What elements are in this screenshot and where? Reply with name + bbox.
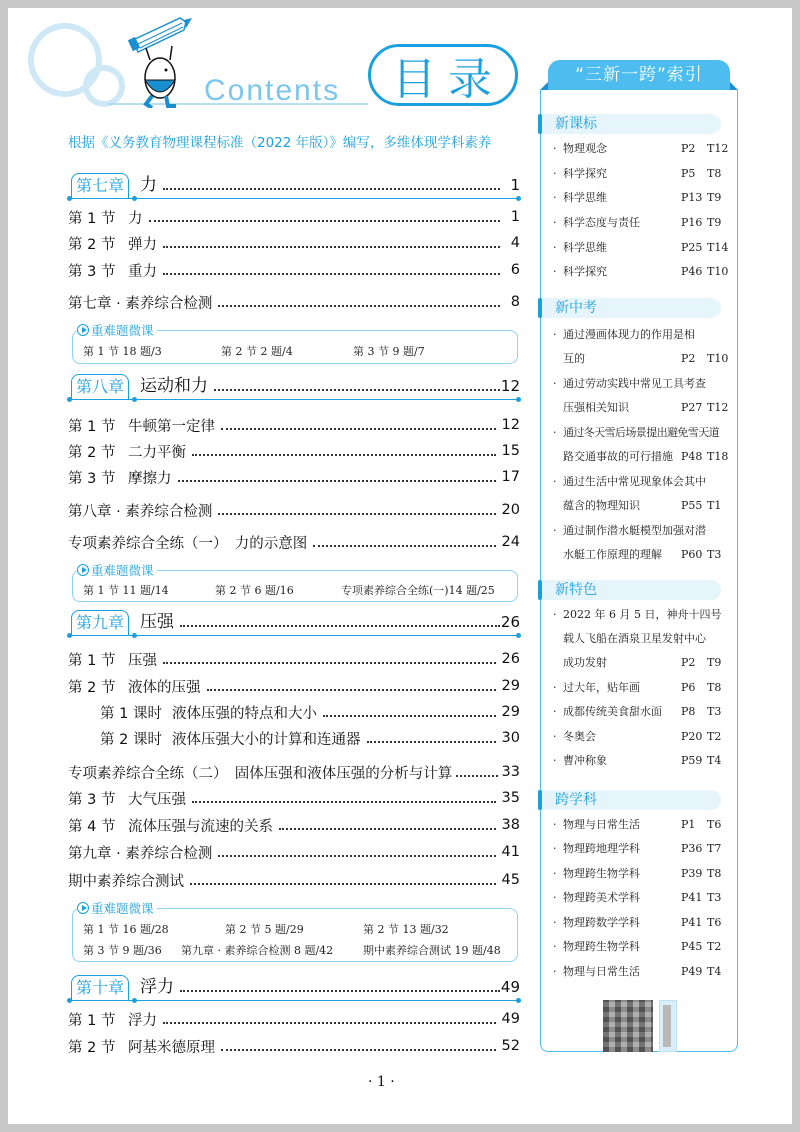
- section-title: 压强: [128, 652, 157, 669]
- question-ref: T12: [707, 142, 729, 155]
- section-title: 弹力: [128, 236, 157, 253]
- toc-row[interactable]: [68, 761, 520, 783]
- toc-row[interactable]: [68, 440, 520, 462]
- toc-row[interactable]: [100, 727, 520, 749]
- dot-leader: [163, 273, 500, 275]
- chapter-rule: [68, 1000, 520, 1001]
- index-item-text: 冬奥会: [563, 730, 596, 743]
- index-item[interactable]: · 通过冬天雪后场景提出避免雪天道: [553, 426, 719, 439]
- dot-leader: [149, 220, 501, 222]
- question-ref: T8: [707, 681, 722, 694]
- index-item[interactable]: · 物理观念 P2 T12: [553, 140, 729, 158]
- micro-lesson-label: 重难题微课: [91, 323, 154, 338]
- question-ref: T6: [707, 916, 722, 929]
- index-item-text: 物理跨数学学科: [563, 916, 640, 929]
- dot-leader: [367, 741, 496, 743]
- page-ref: P6: [681, 681, 696, 694]
- page-number: 8: [510, 294, 520, 310]
- index-item[interactable]: · 通过生活中常见现象体会其中: [553, 475, 706, 488]
- question-ref: T6: [707, 818, 722, 831]
- index-item-continued[interactable]: [563, 497, 729, 515]
- question-ref: T1: [707, 499, 722, 512]
- section-title: 专项素养综合全练（一） 力的示意图: [68, 535, 308, 552]
- section-title: 牛顿第一定律: [128, 418, 215, 435]
- question-ref: T4: [707, 754, 722, 767]
- page-ref: P45: [681, 940, 703, 953]
- section-title: 大气压强: [128, 791, 186, 808]
- index-item-text: 科学思维: [563, 191, 607, 204]
- index-item[interactable]: · 过大年，贴年画 P6 T8: [553, 679, 729, 697]
- index-item-text: 物理观念: [563, 142, 607, 155]
- page-ref: P36: [681, 842, 703, 855]
- page-ref: P46: [681, 265, 703, 278]
- section-title: 摩擦力: [128, 470, 172, 487]
- page: [8, 8, 792, 1124]
- chapter-heading[interactable]: [68, 171, 520, 201]
- lesson-title: 液体压强大小的计算和连通器: [172, 731, 361, 748]
- index-item[interactable]: · 通过劳动实践中常见工具考查: [553, 377, 706, 390]
- page-number: 4: [510, 235, 520, 251]
- section-title: 第九章 · 素养综合检测: [68, 845, 213, 862]
- section-number: 第 1 节: [68, 418, 116, 435]
- page-number: 6: [510, 262, 520, 278]
- section-title: 第七章 · 素养综合检测: [68, 295, 213, 312]
- page-ref: P27: [681, 401, 703, 414]
- index-item[interactable]: · 科学态度与责任 P16 T9: [553, 214, 729, 232]
- page-number: 30: [501, 730, 520, 746]
- page-ref: P55: [681, 499, 703, 512]
- page-number: 17: [501, 469, 520, 485]
- chapter-heading[interactable]: [68, 973, 520, 1003]
- lesson-number: 第 2 课时: [100, 731, 162, 748]
- index-item-text: 通过劳动实践中常见工具考查: [563, 377, 706, 390]
- toc-row[interactable]: [68, 675, 520, 697]
- micro-lesson-tag: [77, 899, 157, 917]
- page-ref: P8: [681, 705, 696, 718]
- toc-row[interactable]: [68, 1035, 520, 1057]
- question-ref: T3: [707, 705, 722, 718]
- index-item-text: 载人飞船在酒泉卫星发射中心: [563, 632, 706, 645]
- index-item-text: 物理与日常生活: [563, 965, 640, 978]
- ribbon-fold-left: [540, 82, 548, 90]
- index-item[interactable]: · 科学思维 P13 T9: [553, 189, 729, 207]
- question-ref: T4: [707, 965, 722, 978]
- index-item[interactable]: · 物理跨生物学科 P45 T2: [553, 938, 729, 956]
- lesson-number: 第 1 课时: [100, 705, 162, 722]
- page-ref: P16: [681, 216, 703, 229]
- section-heading-new-curriculum: 新课标: [541, 114, 721, 134]
- dot-leader: [163, 188, 500, 190]
- toc-row[interactable]: [68, 869, 520, 891]
- page-number: 1: [510, 209, 520, 225]
- page-number: 49: [500, 978, 520, 996]
- page-number: 29: [501, 704, 520, 720]
- micro-lesson-item[interactable]: 第 2 节 2 题/4: [221, 345, 293, 358]
- chapter-tab: 第十章: [71, 975, 129, 1000]
- dot-leader: [221, 1049, 496, 1051]
- index-item-text: 物理跨美术学科: [563, 891, 640, 904]
- index-item-text: 科学探究: [563, 167, 607, 180]
- index-item[interactable]: · 冬奥会 P20 T2: [553, 728, 729, 746]
- index-item-continued[interactable]: [563, 448, 729, 466]
- toc-row[interactable]: [68, 259, 520, 281]
- qr-caption-strip: [659, 1000, 677, 1052]
- chapter-tab: 第八章: [71, 374, 129, 399]
- question-ref: T3: [707, 548, 722, 561]
- question-ref: T2: [707, 730, 722, 743]
- index-item-continued[interactable]: [563, 399, 729, 417]
- index-item[interactable]: · 科学探究 P5 T8: [553, 165, 729, 183]
- page-ref: P59: [681, 754, 703, 767]
- micro-lesson-item[interactable]: 第 1 节 11 题/14: [83, 584, 169, 597]
- micro-lesson-tag: [77, 321, 157, 339]
- dot-leader: [214, 389, 500, 391]
- section-number: 第 1 节: [68, 652, 116, 669]
- page-ref: P41: [681, 891, 703, 904]
- index-item-text: 通过制作潜水艇模型加强对潜: [563, 524, 706, 537]
- page-ref: P2: [681, 656, 696, 669]
- page-ref: P48: [681, 450, 703, 463]
- index-item-continued[interactable]: [563, 630, 729, 648]
- contents-wordmark: Contents: [204, 74, 341, 107]
- dot-leader: [218, 513, 495, 515]
- index-item-text: 科学态度与责任: [563, 216, 640, 229]
- toc-row[interactable]: [68, 841, 520, 863]
- section-title: 力: [128, 210, 143, 227]
- question-ref: T9: [707, 216, 722, 229]
- index-item-text: 水艇工作原理的理解: [563, 548, 662, 561]
- toc-row[interactable]: [68, 787, 520, 809]
- section-number: 第 2 节: [68, 444, 116, 461]
- section-title: 重力: [128, 263, 157, 280]
- page-number: 41: [501, 844, 520, 860]
- page-number: 35: [501, 790, 520, 806]
- toc-row[interactable]: [68, 232, 520, 254]
- index-item[interactable]: · 通过漫画体现力的作用是相: [553, 328, 695, 341]
- micro-lesson-item[interactable]: 第 1 节 18 题/3: [83, 345, 162, 358]
- play-icon: [77, 324, 89, 336]
- question-ref: T8: [707, 867, 722, 880]
- page-number: 52: [501, 1038, 520, 1054]
- micro-lesson-item[interactable]: 第 3 节 9 题/7: [353, 345, 425, 358]
- index-item[interactable]: · 通过制作潜水艇模型加强对潜: [553, 524, 706, 537]
- index-item-continued[interactable]: [563, 546, 729, 564]
- index-item[interactable]: · 科学探究 P46 T10: [553, 263, 729, 281]
- toc-row[interactable]: [68, 1008, 520, 1030]
- index-item-text: 互的: [563, 352, 585, 365]
- page-ref: P49: [681, 965, 703, 978]
- subtitle: 根据《义务教育物理课程标准（2022 年版）》编写，多维体现学科素养: [68, 135, 492, 151]
- deco-circle-small: [86, 68, 122, 104]
- dot-leader: [207, 689, 496, 691]
- page-ref: P13: [681, 191, 703, 204]
- section-number: 第 2 节: [68, 1039, 116, 1056]
- section-title: 第八章 · 素养综合检测: [68, 503, 213, 520]
- dot-leader: [218, 305, 500, 307]
- micro-lesson-label: 重难题微课: [91, 901, 154, 916]
- page-number: 24: [501, 534, 520, 550]
- chapter-rule: [68, 399, 520, 400]
- page-ref: P20: [681, 730, 703, 743]
- toc-row[interactable]: [68, 648, 520, 670]
- question-ref: T7: [707, 842, 722, 855]
- index-item-text: 压强相关知识: [563, 401, 629, 414]
- dot-leader: [163, 246, 500, 248]
- question-ref: T9: [707, 191, 722, 204]
- section-number: 第 4 节: [68, 818, 116, 835]
- index-item[interactable]: · 物理与日常生活 P1 T6: [553, 816, 729, 834]
- chapter-heading[interactable]: [68, 372, 520, 402]
- index-item-text: 路交通事故的可行措施: [563, 450, 673, 463]
- chapter-tab: 第七章: [71, 173, 129, 198]
- question-ref: T14: [707, 241, 729, 254]
- chapter-title: 压强: [140, 610, 178, 634]
- micro-lesson-item[interactable]: 第 2 节 6 题/16: [215, 584, 294, 597]
- dot-leader: [279, 828, 496, 830]
- index-item-text: 物理跨生物学科: [563, 940, 640, 953]
- dot-leader: [192, 801, 496, 803]
- question-ref: T3: [707, 891, 722, 904]
- section-number: 第 1 节: [68, 210, 116, 227]
- toc-row[interactable]: [100, 701, 520, 723]
- section-title: 阿基米德原理: [128, 1039, 215, 1056]
- section-number: 第 2 节: [68, 236, 116, 253]
- index-item-text: 成都传统美食甜水面: [563, 705, 662, 718]
- page-number: 12: [500, 377, 520, 395]
- sidebar-title: “三新一跨”索引: [548, 60, 730, 90]
- dot-leader: [163, 1022, 496, 1024]
- index-item-text: 曹冲称象: [563, 754, 607, 767]
- micro-lesson-item[interactable]: 第 2 节 5 题/29: [225, 923, 304, 936]
- toc-row[interactable]: [68, 531, 520, 553]
- mascot-icon: [128, 18, 192, 108]
- chapter-rule: [68, 198, 520, 199]
- index-item[interactable]: · 科学思维 P25 T14: [553, 239, 729, 257]
- section-heading-interdisciplinary: 跨学科: [541, 790, 721, 810]
- index-item-text: 2022 年 6 月 5 日，神舟十四号: [563, 608, 722, 621]
- page-number: 12: [501, 417, 520, 433]
- page-number: 20: [501, 502, 520, 518]
- ribbon-fold-right: [730, 82, 738, 90]
- play-icon: [77, 564, 89, 576]
- page-number: 49: [501, 1011, 520, 1027]
- page-ref: P1: [681, 818, 696, 831]
- qr-code-icon[interactable]: [603, 1000, 653, 1052]
- section-number: 第 2 节: [68, 679, 116, 696]
- section-title: 期中素养综合测试: [68, 873, 184, 890]
- index-item[interactable]: · 物理跨数学学科 P41 T6: [553, 914, 729, 932]
- chapter-heading[interactable]: [68, 608, 520, 638]
- lesson-title: 液体压强的特点和大小: [172, 705, 317, 722]
- index-item-text: 通过生活中常见现象体会其中: [563, 475, 706, 488]
- page-number: 45: [501, 872, 520, 888]
- index-item[interactable]: · 成都传统美食甜水面 P8 T3: [553, 703, 729, 721]
- page-number: 33: [501, 764, 520, 780]
- dot-leader: [221, 428, 496, 430]
- page-ref: P2: [681, 352, 696, 365]
- index-item-text: 科学思维: [563, 241, 607, 254]
- dot-leader: [313, 545, 495, 547]
- index-item-text: 物理跨生物学科: [563, 867, 640, 880]
- section-number: 第 3 节: [68, 263, 116, 280]
- question-ref: T2: [707, 940, 722, 953]
- index-item-continued[interactable]: [563, 654, 729, 672]
- chapter-title: 运动和力: [140, 374, 212, 398]
- question-ref: T10: [707, 265, 729, 278]
- page-ref: P5: [681, 167, 696, 180]
- question-ref: T8: [707, 167, 722, 180]
- micro-lesson-item[interactable]: 期中素养综合测试 19 题/48: [363, 944, 501, 957]
- chapter-rule: [68, 635, 520, 636]
- dot-leader: [163, 662, 496, 664]
- dot-leader: [218, 855, 495, 857]
- index-item-text: 物理与日常生活: [563, 818, 640, 831]
- index-item-text: 科学探究: [563, 265, 607, 278]
- section-number: 第 1 节: [68, 1012, 116, 1029]
- page-ref: P39: [681, 867, 703, 880]
- play-icon: [77, 902, 89, 914]
- index-item[interactable]: · 2022 年 6 月 5 日，神舟十四号: [553, 608, 722, 621]
- micro-lesson-box: [72, 563, 518, 602]
- index-item-text: 过大年，贴年画: [563, 681, 640, 694]
- micro-lesson-tag: [77, 561, 157, 579]
- micro-lesson-item[interactable]: 第 2 节 13 题/32: [363, 923, 449, 936]
- micro-lesson-box: [72, 901, 518, 962]
- index-item-text: 蕴含的物理知识: [563, 499, 640, 512]
- chapter-title: 浮力: [140, 975, 178, 999]
- index-item[interactable]: · 物理跨美术学科 P41 T3: [553, 889, 729, 907]
- page-number: 29: [501, 678, 520, 694]
- page-number: 26: [501, 651, 520, 667]
- dot-leader: [178, 480, 496, 482]
- toc-row[interactable]: [68, 291, 520, 313]
- section-number: 第 3 节: [68, 470, 116, 487]
- dot-leader: [180, 625, 500, 627]
- section-title: 专项素养综合全练（二） 固体压强和液体压强的分析与计算: [68, 765, 453, 782]
- dot-leader: [456, 775, 497, 777]
- question-ref: T10: [707, 352, 729, 365]
- micro-lesson-item[interactable]: 第 3 节 9 题/36: [83, 944, 162, 957]
- section-number: 第 3 节: [68, 791, 116, 808]
- question-ref: T18: [707, 450, 729, 463]
- micro-lesson-box: [72, 323, 518, 364]
- index-item[interactable]: · 曹冲称象 P59 T4: [553, 752, 729, 770]
- toc-row[interactable]: [68, 814, 520, 836]
- toc-row[interactable]: [68, 206, 520, 228]
- toc-row[interactable]: [68, 414, 520, 436]
- toc-row[interactable]: [68, 499, 520, 521]
- index-item[interactable]: · 物理与日常生活 P49 T4: [553, 963, 729, 981]
- dot-leader: [190, 883, 496, 885]
- index-sidebar: [540, 60, 746, 1060]
- micro-lesson-item[interactable]: 第 1 节 16 题/28: [83, 923, 169, 936]
- chapter-tab: 第九章: [71, 610, 129, 635]
- page-title: 目录: [368, 44, 518, 106]
- index-item-text: 通过漫画体现力的作用是相: [563, 328, 695, 341]
- section-title: 液体的压强: [128, 679, 201, 696]
- index-item-text: 通过冬天雪后场景提出避免雪天道: [563, 426, 719, 439]
- page-number-footer: · 1 ·: [368, 1074, 395, 1090]
- chapter-title: 力: [140, 173, 161, 197]
- index-item-continued[interactable]: [563, 350, 729, 368]
- dot-leader: [323, 715, 496, 717]
- index-item[interactable]: · 物理跨生物学科 P39 T8: [553, 865, 729, 883]
- dot-leader: [192, 454, 496, 456]
- page-number: 15: [501, 443, 520, 459]
- page-ref: P41: [681, 916, 703, 929]
- section-title: 流体压强与流速的关系: [128, 818, 273, 835]
- micro-lesson-item[interactable]: 第九章 · 素养综合检测 8 题/42: [181, 944, 334, 957]
- page-number: 26: [500, 613, 520, 631]
- micro-lesson-item[interactable]: 专项素养综合全练(一)14 题/25: [341, 584, 495, 597]
- question-ref: T9: [707, 656, 722, 669]
- page-ref: P2: [681, 142, 696, 155]
- page-number: 1: [510, 176, 520, 194]
- index-item[interactable]: · 物理跨地理学科 P36 T7: [553, 840, 729, 858]
- index-item-text: 成功发射: [563, 656, 607, 669]
- page-ref: P60: [681, 548, 703, 561]
- toc-row[interactable]: [68, 466, 520, 488]
- page-number: 38: [501, 817, 520, 833]
- page-ref: P25: [681, 241, 703, 254]
- question-ref: T12: [707, 401, 729, 414]
- section-heading-new-features: 新特色: [541, 580, 721, 600]
- dot-leader: [180, 990, 500, 992]
- section-heading-new-exam: 新中考: [541, 298, 721, 318]
- micro-lesson-label: 重难题微课: [91, 563, 154, 578]
- section-title: 二力平衡: [128, 444, 186, 461]
- sidebar-box: [540, 90, 738, 1052]
- index-item-text: 物理跨地理学科: [563, 842, 640, 855]
- section-title: 浮力: [128, 1012, 157, 1029]
